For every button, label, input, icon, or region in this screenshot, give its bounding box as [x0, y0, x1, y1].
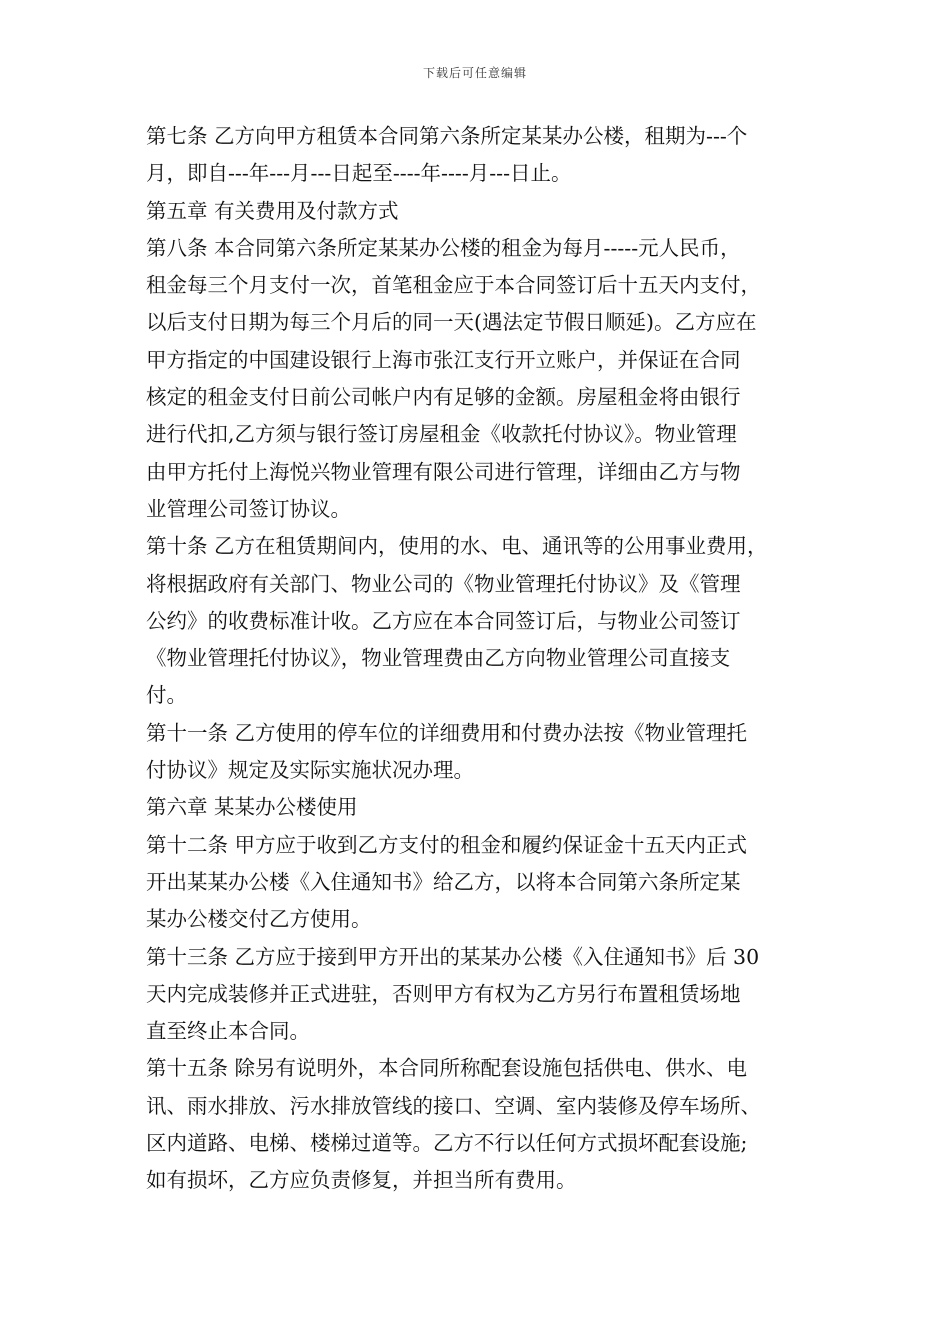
- text-line: 核定的租金支付日前公司帐户内有足够的金额。房屋租金将由银行: [146, 385, 741, 410]
- text-line: 第十三条 乙方应于接到甲方开出的某某办公楼《入住通知书》后 30: [146, 944, 760, 969]
- text-line: 月，即自---年---月---日起至----年----月---日止。: [146, 161, 572, 186]
- text-line: 付。: [146, 683, 187, 708]
- text-line: 第十一条 乙方使用的停车位的详细费用和付费办法按《物业管理托: [146, 720, 748, 745]
- text-line: 天内完成装修并正式进驻，否则甲方有权为乙方另行布置租赁场地: [146, 981, 741, 1006]
- text-line: 业管理公司签订协议。: [146, 496, 351, 521]
- text-line: 讯、雨水排放、污水排放管线的接口、空调、室内装修及停车场所、: [146, 1093, 761, 1118]
- text-line: 租金每三个月支付一次，首笔租金应于本合同签订后十五天内支付，: [146, 273, 761, 298]
- text-line: 进行代扣,乙方须与银行签订房屋租金《收款托付协议》。物业管理: [146, 422, 737, 447]
- chapter-heading: 第六章 某某办公楼使用: [146, 795, 358, 820]
- text-line: 开出某某办公楼《入住通知书》给乙方，以将本合同第六条所定某: [146, 869, 741, 894]
- text-line: 公约》的收费标准计收。乙方应在本合同签订后，与物业公司签订: [146, 608, 741, 633]
- text-line: 付协议》规定及实际实施状况办理。: [146, 758, 474, 783]
- text-line: 如有损坏，乙方应负责修复，并担当所有费用。: [146, 1168, 577, 1193]
- text-line: 第十五条 除另有说明外，本合同所称配套设施包括供电、供水、电: [146, 1056, 748, 1081]
- page-header: 下载后可任意编辑: [422, 66, 527, 80]
- text-line: 第十二条 甲方应于收到乙方支付的租金和履约保证金十五天内正式: [146, 832, 748, 857]
- text-line: 区内道路、电梯、楼梯过道等。乙方不行以任何方式损坏配套设施;: [146, 1131, 748, 1156]
- text-line: 某办公楼交付乙方使用。: [146, 907, 372, 932]
- text-line: 第八条 本合同第六条所定某某办公楼的租金为每月-----元人民币，: [146, 235, 741, 260]
- text-line: 由甲方托付上海悦兴物业管理有限公司进行管理，详细由乙方与物: [146, 459, 741, 484]
- text-line: 第十条 乙方在租赁期间内，使用的水、电、通讯等的公用事业费用，: [146, 534, 768, 559]
- text-line: 《物业管理托付协议》，物业管理费由乙方向物业管理公司直接支: [146, 646, 731, 671]
- text-line: 以后支付日期为每三个月后的同一天(遇法定节假日顺延)。乙方应在: [146, 310, 757, 335]
- text-line: 将根据政府有关部门、物业公司的《物业管理托付协议》及《管理: [146, 571, 741, 596]
- text-line: 第七条 乙方向甲方租赁本合同第六条所定某某办公楼，租期为---个: [146, 124, 748, 148]
- text-line: 甲方指定的中国建设银行上海市张江支行开立账户，并保证在合同: [146, 347, 741, 372]
- document-body: [146, 118, 810, 1200]
- text-line: 直至终止本合同。: [146, 1019, 310, 1044]
- chapter-heading: 第五章 有关费用及付款方式: [146, 198, 399, 223]
